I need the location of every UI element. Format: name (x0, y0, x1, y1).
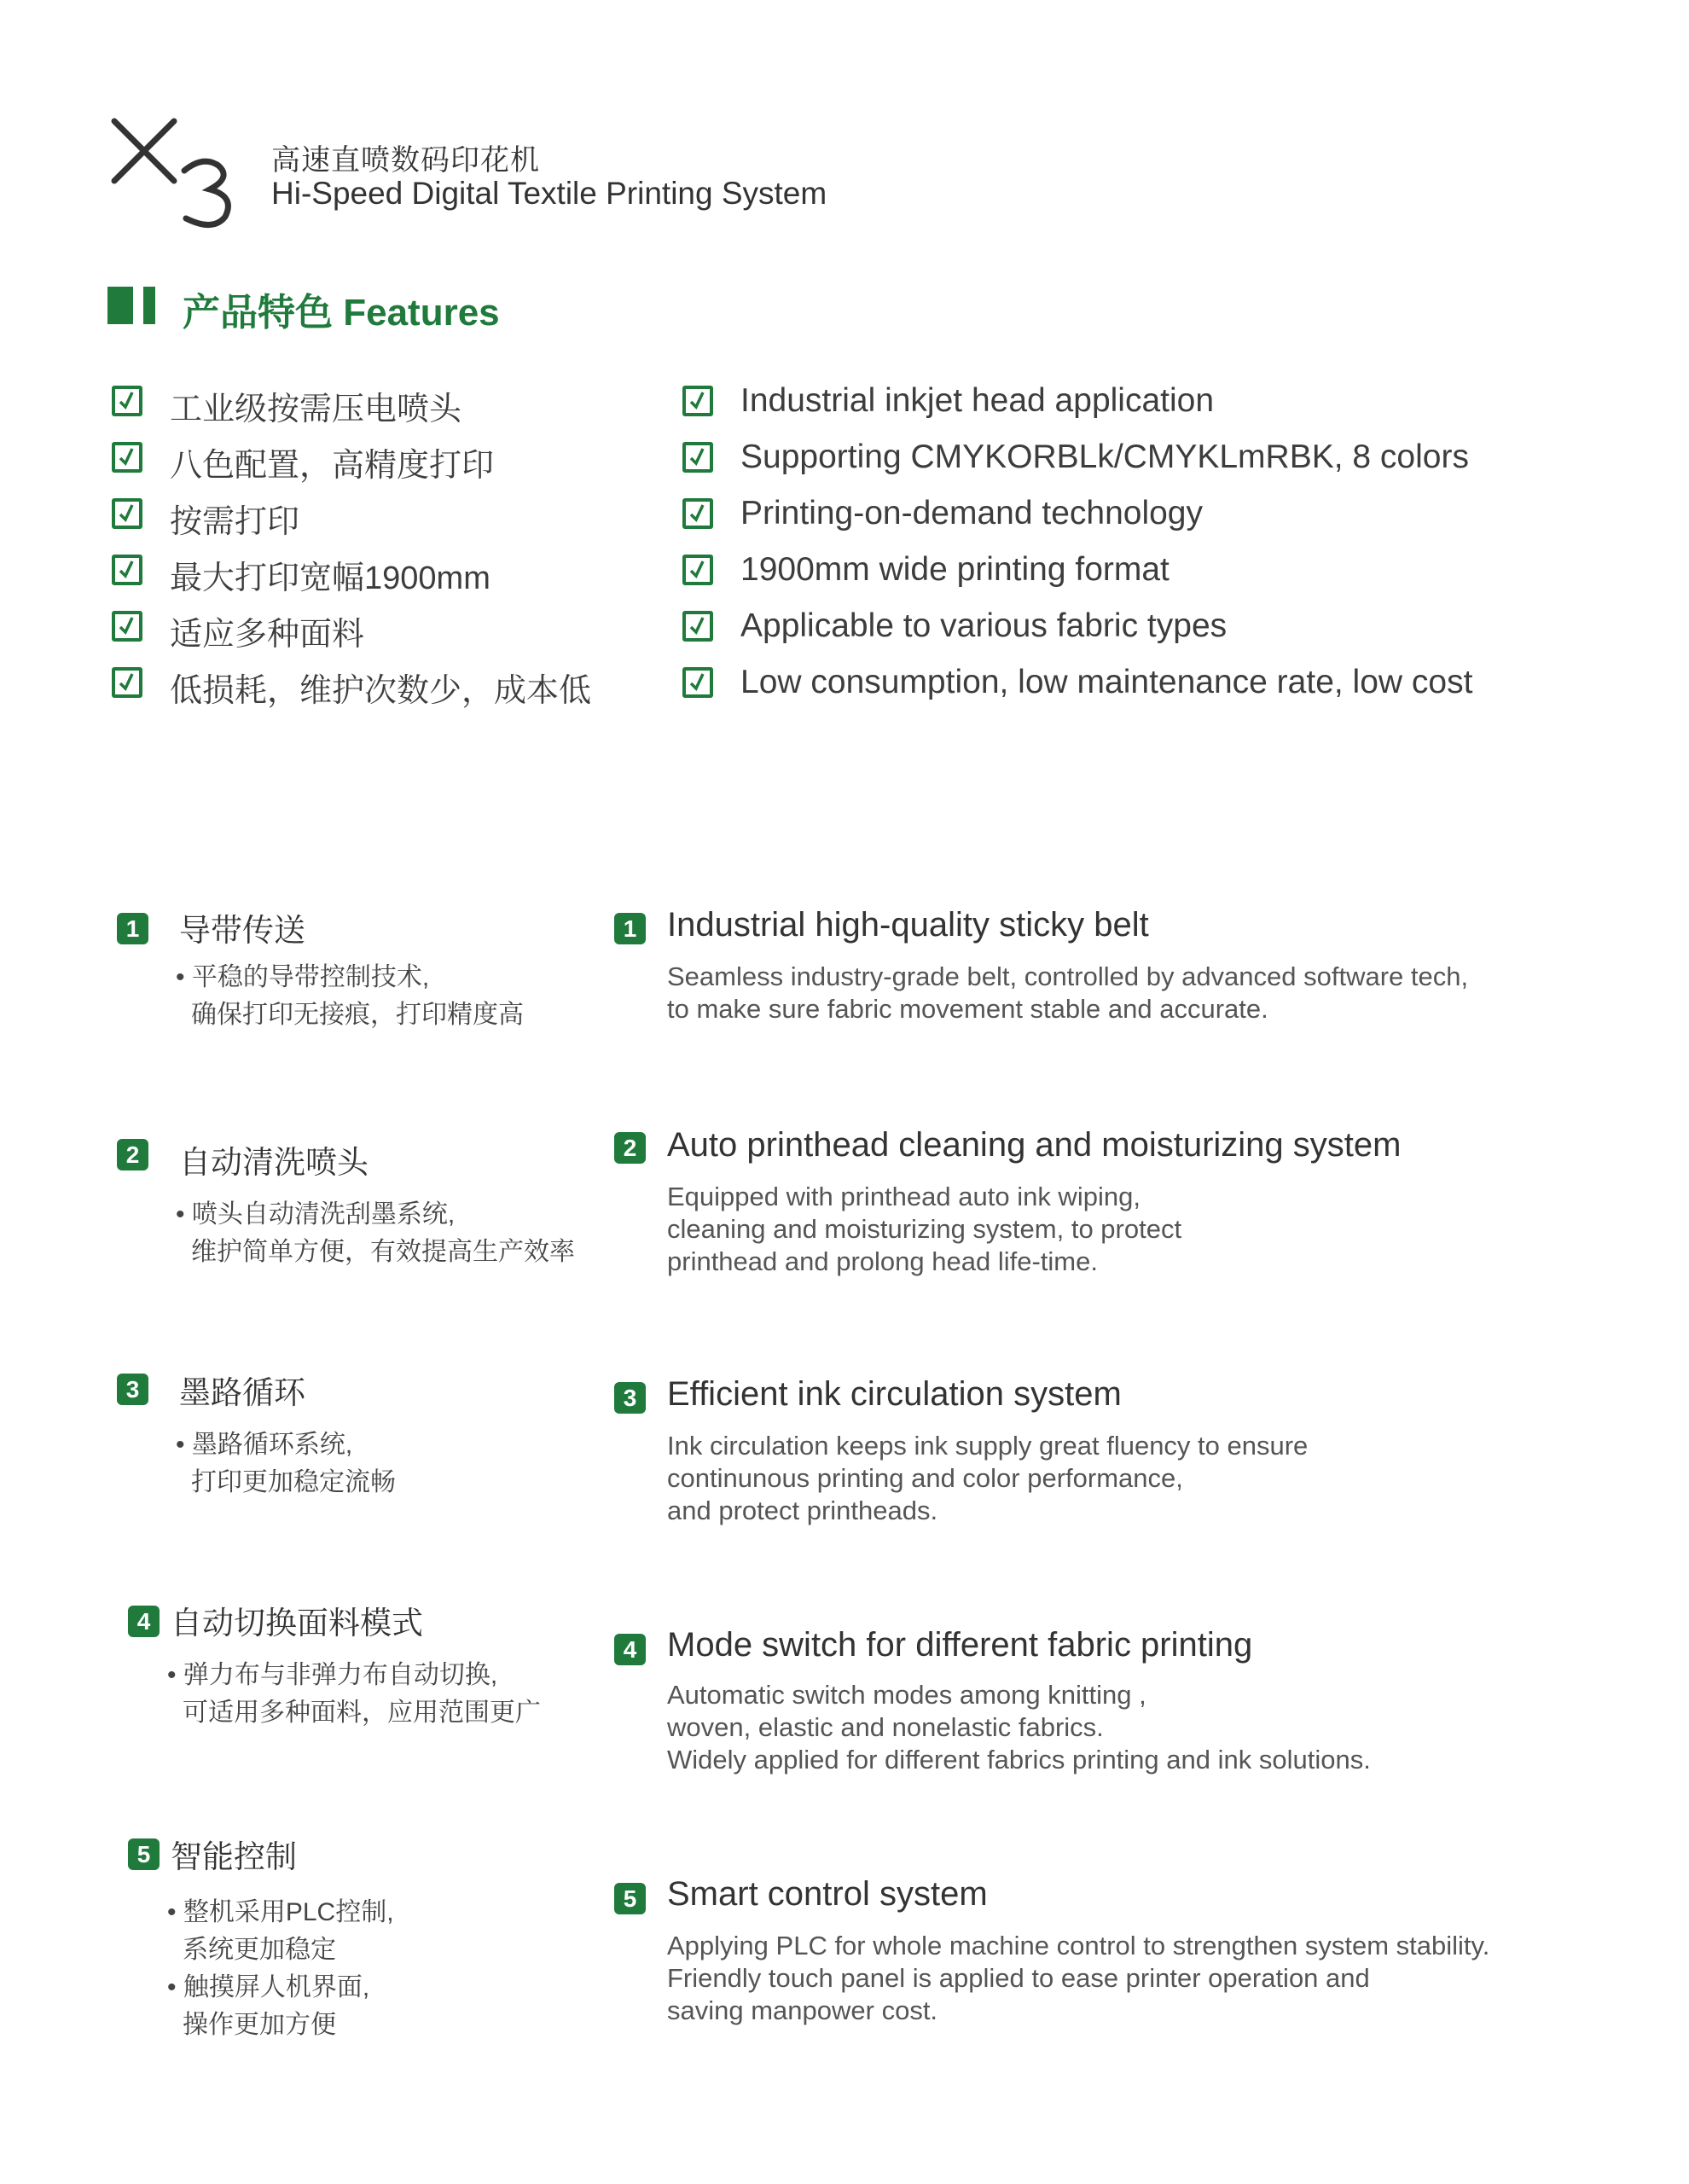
item-title-en: Mode switch for different fabric printing (667, 1626, 1253, 1664)
item-number-badge-en: 3 (614, 1382, 646, 1414)
desc-line: • 触摸屏人机界面, (167, 1973, 370, 2001)
item-desc-en (667, 1679, 1371, 1776)
header-title-en: Hi-Speed Digital Textile Printing System (271, 176, 827, 211)
desc-line: Applying PLC for whole machine control to strengthen system stability. (667, 1931, 1490, 1960)
checkbox-icon (112, 555, 142, 585)
feature-text-cn: 按需打印 (170, 504, 300, 540)
feature-text-en: Low consumption, low maintenance rate, low cost (740, 664, 1473, 700)
checkbox-icon (112, 498, 142, 529)
item-desc-en (667, 1181, 1181, 1278)
feature-text-en: 1900mm wide printing format (740, 551, 1170, 588)
desc-line: • 喷头自动清洗刮墨系统, (176, 1200, 456, 1228)
feature-text-en: Applicable to various fabric types (740, 607, 1228, 644)
item-desc-en (667, 1430, 1308, 1527)
checkbox-icon (682, 386, 713, 416)
checkbox-icon (112, 442, 142, 473)
desc-line: 操作更加方便 (183, 2011, 336, 2039)
checkbox-icon (112, 667, 142, 698)
checkbox-icon (682, 667, 713, 698)
item-number-badge-en: 2 (614, 1132, 646, 1164)
checkbox-icon (682, 442, 713, 473)
item-desc-cn (176, 1196, 575, 1271)
item-desc-cn (167, 1657, 541, 1732)
item-title-cn: 墨路循环 (179, 1375, 305, 1410)
item-number-badge-cn: 3 (117, 1374, 148, 1405)
desc-line: Seamless industry-grade belt, controlled by advanced software tech, (667, 961, 1469, 991)
desc-line: and protect printheads. (667, 1496, 938, 1525)
item-title-en: Smart control system (667, 1875, 988, 1913)
checkbox-icon (682, 611, 713, 642)
item-desc-cn (167, 1894, 394, 2044)
feature-text-en: Printing-on-demand technology (740, 495, 1204, 531)
desc-line: woven, elastic and nonelastic fabrics. (667, 1712, 1104, 1742)
item-desc-cn (176, 1426, 396, 1502)
item-title-en: Auto printhead cleaning and moisturizing system (667, 1126, 1402, 1164)
desc-line: Equipped with printhead auto ink wiping, (667, 1182, 1141, 1211)
feature-text-en: Industrial inkjet head application (740, 382, 1215, 419)
item-number-badge-en: 4 (614, 1634, 646, 1665)
item-title-cn: 智能控制 (171, 1839, 297, 1874)
item-title-cn: 导带传送 (179, 913, 305, 948)
desc-line: 维护简单方便，有效提高生产效率 (191, 1238, 575, 1266)
desc-line: continunous printing and color performance, (667, 1463, 1183, 1493)
desc-line: saving manpower cost. (667, 1995, 938, 2025)
item-number-badge-cn: 2 (117, 1139, 148, 1170)
checkbox-icon (112, 386, 142, 416)
item-desc-en (667, 1930, 1489, 2027)
desc-line: 可适用多种面料，应用范围更广 (183, 1699, 541, 1727)
brand-logo (107, 111, 235, 230)
item-title-en: Efficient ink circulation system (667, 1375, 1122, 1413)
feature-text-cn: 低损耗，维护次数少，成本低 (170, 673, 592, 709)
item-number-badge-cn: 1 (117, 913, 148, 944)
feature-text-cn: 八色配置，高精度打印 (170, 448, 495, 484)
desc-line: to make sure fabric movement stable and accurate. (667, 994, 1268, 1024)
desc-line: Widely applied for different fabrics printing and ink solutions. (667, 1745, 1371, 1774)
desc-line: printhead and prolong head life-time. (667, 1246, 1098, 1276)
item-title-cn: 自动切换面料模式 (171, 1606, 423, 1641)
item-desc-cn (176, 959, 524, 1034)
checkbox-icon (682, 498, 713, 529)
desc-line: Automatic switch modes among knitting , (667, 1680, 1146, 1710)
desc-line: cleaning and moisturizing system, to protect (667, 1214, 1182, 1244)
section-title: 产品特色 Features (183, 292, 500, 334)
desc-line: • 弹力布与非弹力布自动切换, (167, 1661, 498, 1689)
section-title-bars (107, 287, 162, 324)
desc-line: Ink circulation keeps ink supply great fluency to ensure (667, 1431, 1309, 1461)
item-number-badge-cn: 4 (128, 1606, 160, 1637)
feature-text-cn: 工业级按需压电喷头 (170, 392, 462, 427)
desc-line: • 墨路循环系统, (176, 1431, 353, 1459)
feature-text-cn: 适应多种面料 (170, 617, 365, 653)
checkbox-icon (682, 555, 713, 585)
desc-line: 系统更加稳定 (183, 1936, 336, 1964)
item-number-badge-en: 5 (614, 1883, 646, 1914)
header-title-cn: 高速直喷数码印花机 (271, 144, 540, 177)
item-desc-en (667, 961, 1468, 1025)
checkbox-icon (112, 611, 142, 642)
desc-line: 打印更加稳定流畅 (191, 1468, 396, 1496)
item-title-en: Industrial high-quality sticky belt (667, 906, 1149, 944)
desc-line: • 平稳的导带控制技术, (176, 963, 430, 991)
item-number-badge-cn: 5 (128, 1838, 160, 1870)
item-title-cn: 自动清洗喷头 (179, 1145, 369, 1180)
desc-line: Friendly touch panel is applied to ease printer operation and (667, 1963, 1370, 1993)
desc-line: • 整机采用PLC控制, (167, 1898, 394, 1926)
desc-line: 确保打印无接痕，打印精度高 (191, 1001, 524, 1029)
feature-text-cn: 最大打印宽幅1900mm (170, 561, 490, 596)
item-number-badge-en: 1 (614, 913, 646, 944)
feature-text-en: Supporting CMYKORBLk/CMYKLmRBK, 8 colors (740, 439, 1469, 475)
